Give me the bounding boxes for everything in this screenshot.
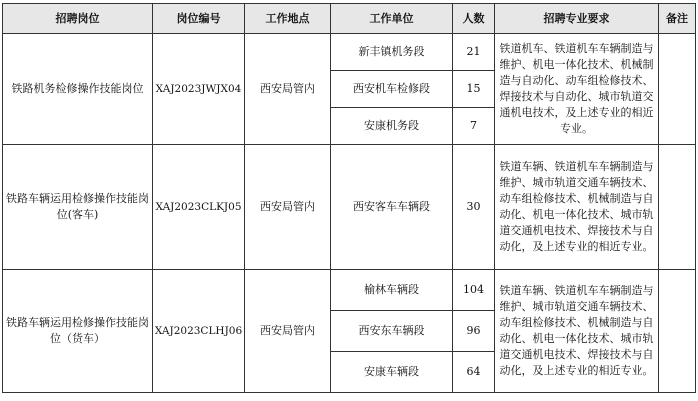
unit-cell: 安康机务段 — [331, 108, 453, 145]
header-location: 工作地点 — [245, 4, 331, 34]
table-row — [3, 270, 696, 311]
unit-cell: 西安东车辆段 — [331, 311, 453, 352]
header-count: 人数 — [453, 4, 495, 34]
table-row — [3, 145, 696, 270]
unit-cell: 安康车辆段 — [331, 352, 453, 393]
header-row — [3, 4, 696, 34]
remark-cell — [659, 34, 696, 145]
location-cell: 西安局管内 — [245, 145, 331, 270]
position-cell: 铁路车辆运用检修操作技能岗位(客车) — [3, 145, 153, 270]
position-cell: 铁路机务检修操作技能岗位 — [3, 34, 153, 145]
major-cell: 铁道车辆、铁道机车车辆制造与维护、城市轨道交通车辆技术、动车组检修技术、机械制造与自动化、机电一体化技术、城市轨道交通机电技术、焊接技术与自动化，及上述专业的相近专业。 — [495, 270, 659, 393]
code-cell: XAJ2023CLHJ06 — [153, 270, 245, 393]
position-cell: 铁路车辆运用检修操作技能岗位（货车） — [3, 270, 153, 393]
code-cell: XAJ2023CLKJ05 — [153, 145, 245, 270]
unit-cell: 新丰镇机务段 — [331, 34, 453, 71]
location-cell: 西安局管内 — [245, 34, 331, 145]
header-remark: 备注 — [659, 4, 696, 34]
count-cell: 64 — [453, 352, 495, 393]
count-cell: 96 — [453, 311, 495, 352]
location-cell: 西安局管内 — [245, 270, 331, 393]
unit-cell: 西安机车检修段 — [331, 71, 453, 108]
header-code: 岗位编号 — [153, 4, 245, 34]
count-cell: 7 — [453, 108, 495, 145]
unit-cell: 西安客车车辆段 — [331, 145, 453, 270]
header-major: 招聘专业要求 — [495, 4, 659, 34]
header-unit: 工作单位 — [331, 4, 453, 34]
count-cell: 104 — [453, 270, 495, 311]
count-cell: 30 — [453, 145, 495, 270]
recruitment-table — [2, 3, 696, 393]
code-cell: XAJ2023JWJX04 — [153, 34, 245, 145]
remark-cell — [659, 145, 696, 270]
header-position: 招聘岗位 — [3, 4, 153, 34]
table-row — [3, 34, 696, 71]
major-cell: 铁道车辆、铁道机车车辆制造与维护、城市轨道交通车辆技术、动车组检修技术、机械制造与自动化、机电一体化技术、城市轨道交通机电技术、焊接技术与自动化，及上述专业的相近专业。 — [495, 145, 659, 270]
major-cell: 铁道机车、铁道机车车辆制造与维护、机电一体化技术、机械制造与自动化、动车组检修技术、焊接技术与自动化、城市轨道交通机电技术，及上述专业的相近专业。 — [495, 34, 659, 145]
unit-cell: 榆林车辆段 — [331, 270, 453, 311]
count-cell: 15 — [453, 71, 495, 108]
count-cell: 21 — [453, 34, 495, 71]
remark-cell — [659, 270, 696, 393]
